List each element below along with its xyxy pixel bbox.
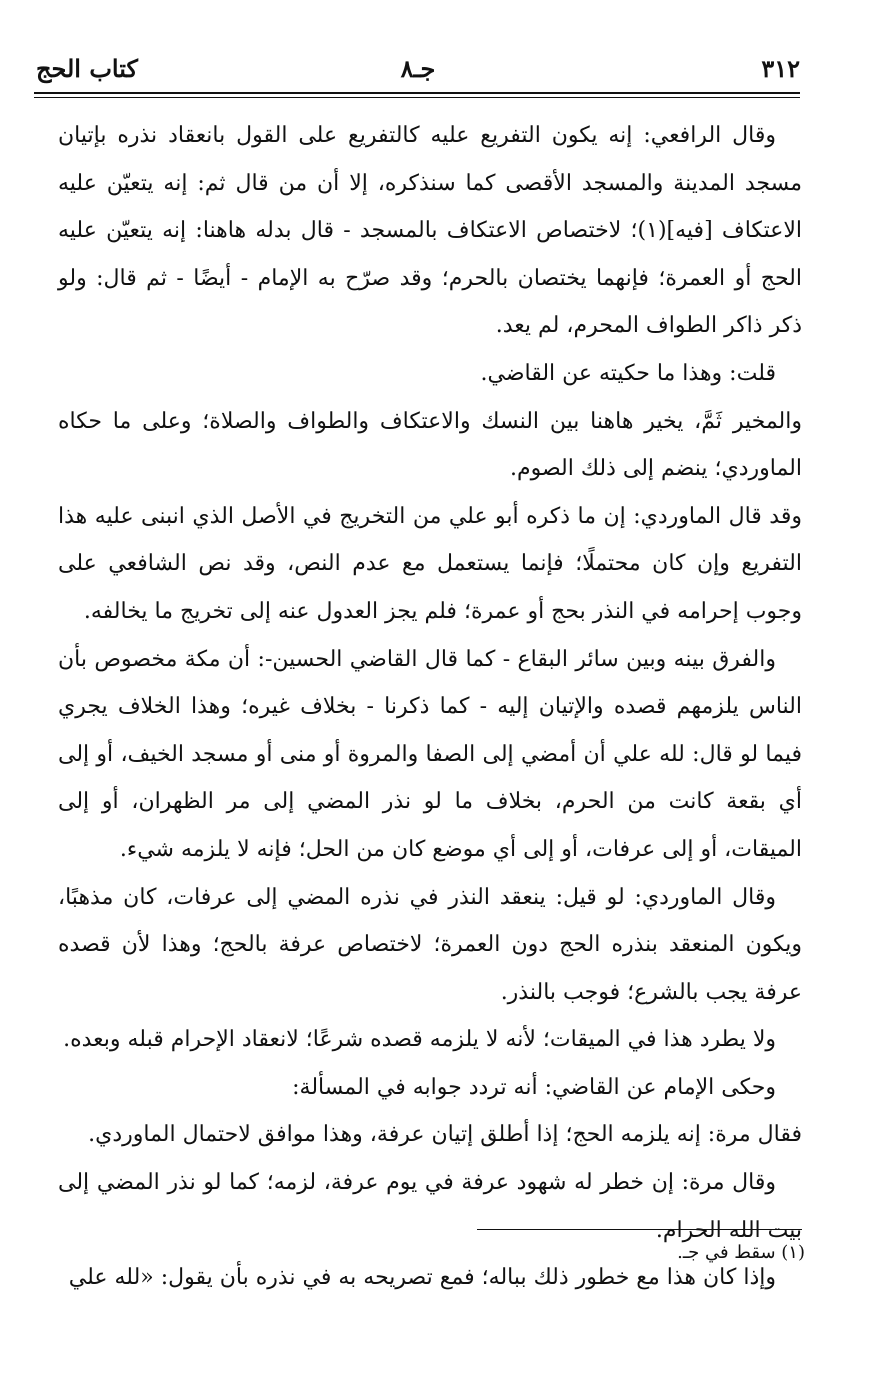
main-text: [58, 112, 802, 1302]
paragraph: [58, 1111, 802, 1159]
paragraph: [58, 1064, 802, 1112]
paragraph: [58, 350, 802, 398]
paragraph-text: وحكى الإمام عن القاضي: أنه تردد جوابه في المسألة:: [292, 1074, 776, 1100]
paragraph-text: والمخير ثَمَّ، يخير هاهنا بين النسك والاعتكاف والطواف والصلاة؛ وعلى ما حكاه الماوردي؛ ينضم إلى ذلك الصوم.: [58, 408, 802, 482]
paragraph-text: فقال مرة: إنه يلزمه الحج؛ إذا أطلق إتيان عرفة، وهذا موافق لاحتمال الماوردي.: [88, 1122, 802, 1148]
volume-label: جـ٨: [400, 54, 436, 83]
paragraph-text: قلت: وهذا ما حكيته عن القاضي.: [480, 360, 776, 386]
header-rule-thin: [34, 97, 800, 98]
header-rule-thick: [34, 92, 800, 94]
book-title: كتاب الحج: [36, 54, 138, 83]
paragraph-text: وقال مرة: إن خطر له شهود عرفة في يوم عرفة، لزمه؛ كما لو نذر المضي إلى بيت الله الحرام.: [58, 1170, 802, 1243]
paragraph: [58, 493, 802, 636]
paragraph: [58, 636, 802, 874]
paragraph-text: وقال الماوردي: لو قيل: ينعقد النذر في نذره المضي إلى عرفات، كان مذهبًا، ويكون المنعقد بنذره الحج دون العمرة؛ لاختصاص عرفة بالحج؛ وهذا لأن قصده عرفة يجب بالشرع؛ فوجب بالنذر.: [58, 884, 802, 1005]
footnote: (١) سقط في جـ.: [677, 1242, 805, 1263]
paragraph-text: وإذا كان هذا مع خطور ذلك بباله؛ فمع تصريحه به في نذره بأن يقول: «لله علي: [68, 1265, 776, 1291]
paragraph: [58, 1159, 802, 1254]
paragraph: [58, 112, 802, 350]
footnote-rule: [477, 1229, 802, 1230]
paragraph-text: وقد قال الماوردي: إن ما ذكره أبو علي من التخريج في الأصل الذي انبنى عليه هذا التفريع وإن كان محتملًا؛ فإنما يستعمل مع عدم النص، وقد نص الشافعي على وجوب إحرامه في النذر بحج أو عمرة؛ فلم يجز العدول عنه إلى تخريج ما يخالفه.: [58, 503, 802, 624]
paragraph-text: ولا يطرد هذا في الميقات؛ لأنه لا يلزمه قصده شرعًا؛ لانعقاد الإحرام قبله وبعده.: [63, 1027, 776, 1053]
page-number: ٣١٢: [761, 54, 800, 83]
paragraph: [58, 1016, 802, 1064]
paragraph-text: والفرق بينه وبين سائر البقاع - كما قال القاضي الحسين-: أن مكة مخصوص بأن الناس يلزمهم قصده والإتيان إليه - كما ذكرنا - بخلاف غيره؛ وهذا الخلاف يجري فيما لو قال: لله علي أن أمضي إلى الصفا والمروة أو منى أو مسجد الخيف، أو إلى أي بقعة كانت من الحرم، بخلاف ما لو نذر المضي إلى مر الظهران، أو إلى الميقات، أو إلى عرفات، أو إلى أي موضع كان من الحل؛ فإنه لا يلزمه شيء.: [58, 646, 802, 862]
paragraph: [58, 874, 802, 1017]
paragraph-text: وقال الرافعي: إنه يكون التفريع عليه كالتفريع على القول بانعقاد نذره بإتيان مسجد المدينة والمسجد الأقصى كما سنذكره، إلا أن من قال ثم: إنه يتعيّن عليه الاعتكاف [فيه](١)؛ لاختصاص الاعتكاف بالمسجد - قال بدله هاهنا: إنه يتعيّن عليه الحج أو العمرة؛ فإنهما يختصان بالحرم؛ وقد صرّح به الإمام - أيضًا - ثم قال: ولو ذكر ذاكر الطواف المحرم، لم يعد.: [58, 123, 803, 339]
paragraph: [58, 398, 802, 493]
page-header: [36, 48, 800, 88]
